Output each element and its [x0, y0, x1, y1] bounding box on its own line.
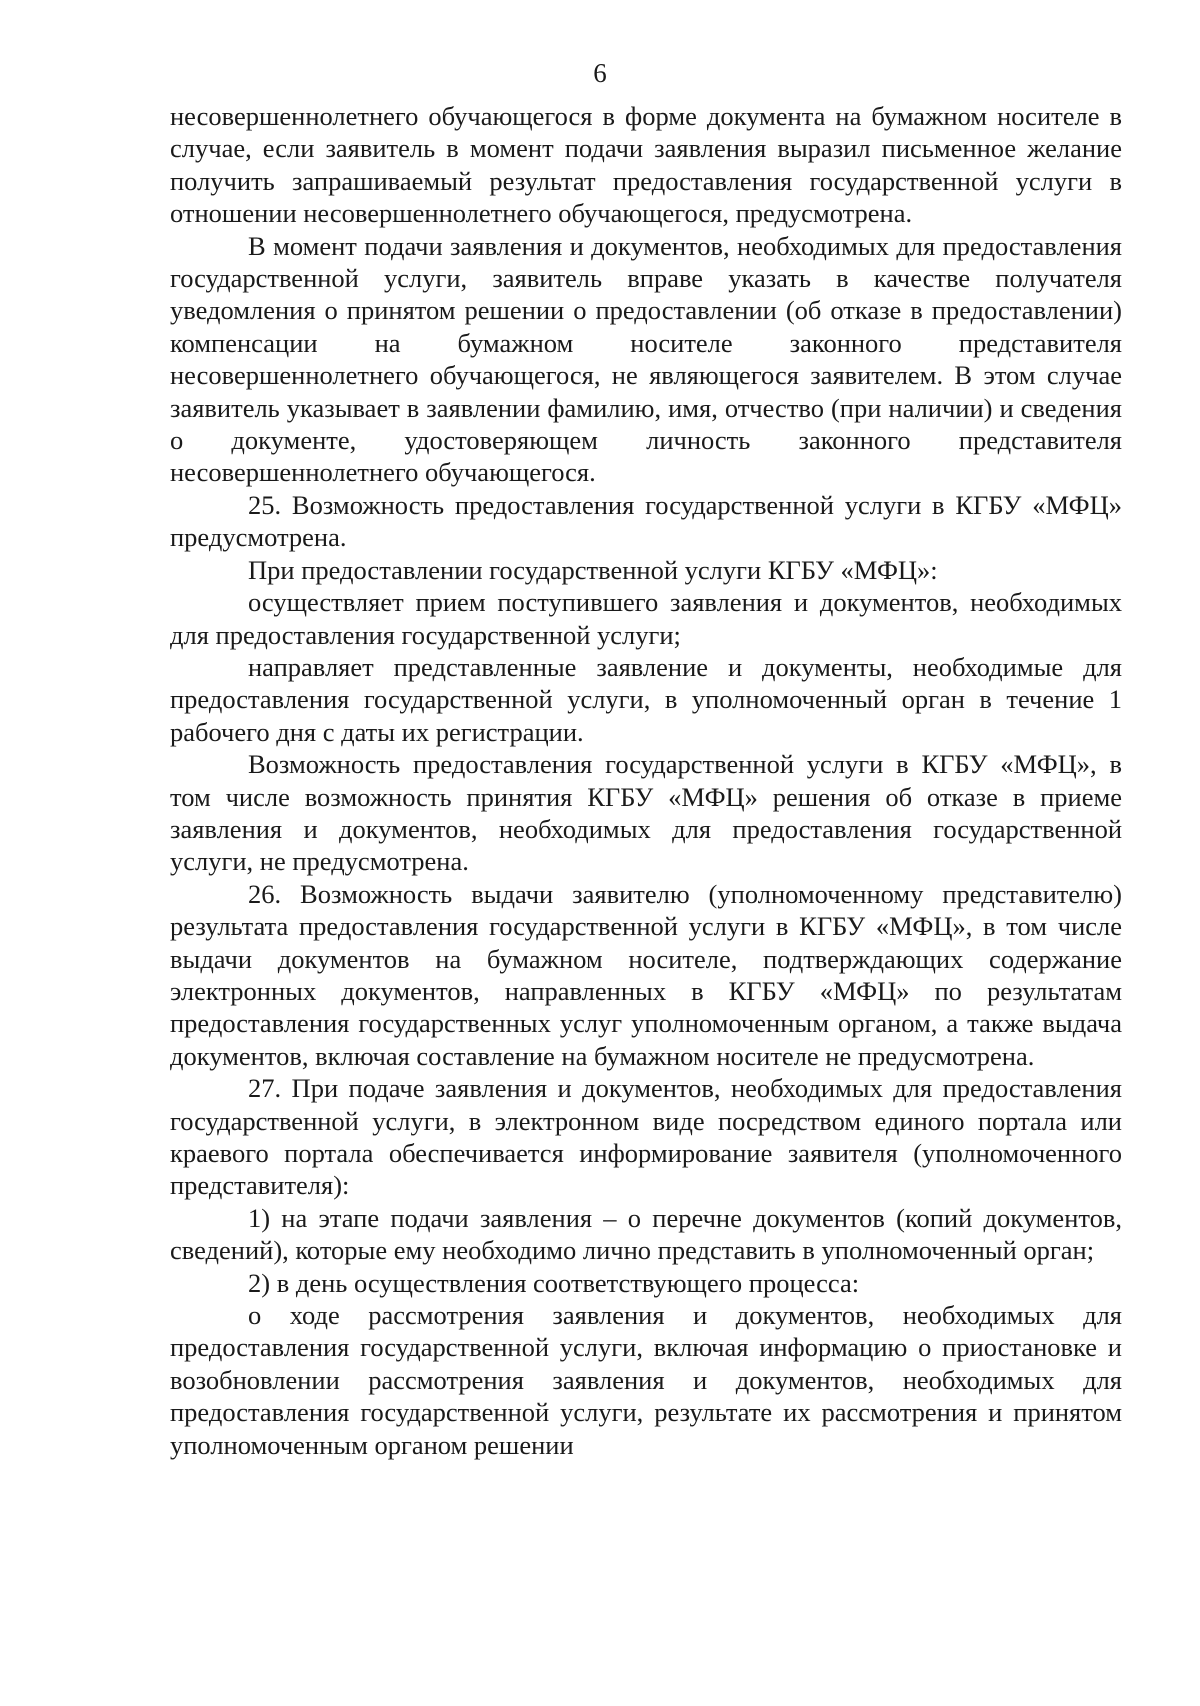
paragraph: о ходе рассмотрения заявления и документов, необходимых для предоставления государственной услуги, включая информацию о приостановке и возобновлении рассмотрения заявления и документов, необходимых для предоставления государственной услуги, результате их рассмотрения и принятом уполномоченным органом решении [170, 1300, 1122, 1460]
list-item: направляет представленные заявление и документы, необходимые для предоставления государственной услуги, в уполномоченный орган в течение 1 рабочего дня с даты их регистрации. [170, 651, 1122, 747]
list-item: 1) на этапе подачи заявления – о перечне документов (копий документов, сведений), которые ему необходимо лично представить в уполномоченный орган; [170, 1202, 1122, 1266]
document-body [170, 100, 1122, 1461]
paragraph-item-25: 25. Возможность предоставления государственной услуги в КГБУ «МФЦ» предусмотрена. [170, 489, 1122, 553]
paragraph: В момент подачи заявления и документов, необходимых для предоставления государственной услуги, заявитель вправе указать в качестве получателя уведомления о принятом решении о предоставлении (об отказе в предоставлении) компенсации на бумажном носителе законного представителя несовершеннолетнего обучающегося, не являющегося заявителем. В этом случае заявитель указывает в заявлении фамилию, имя, отчество (при наличии) и сведения о документе, удостоверяющем личность законного представителя несовершеннолетнего обучающегося. [170, 230, 1122, 488]
list-item: 2) в день осуществления соответствующего процесса: [248, 1267, 860, 1298]
list-item: осуществляет прием поступившего заявления и документов, необходимых для предоставления государственной услуги; [170, 587, 1122, 650]
paragraph: несовершеннолетнего обучающегося в форме документа на бумажном носителе в случае, если заявитель в момент подачи заявления выразил письменное желание получить запрашиваемый результат предоставления государственной услуги в отношении несовершеннолетнего обучающегося, предусмотрена. [170, 101, 1122, 229]
page-number: 6 [593, 58, 607, 88]
paragraph-item-27: 27. При подаче заявления и документов, необходимых для предоставления государственной услуги, в электронном виде посредством единого портала или краевого портала обеспечивается информирование заявителя (уполномоченного представителя): [170, 1073, 1122, 1201]
paragraph: Возможность предоставления государственной услуги в КГБУ «МФЦ», в том числе возможность принятия КГБУ «МФЦ» решения об отказе в приеме заявления и документов, необходимых для предоставления государственной услуги, не предусмотрена. [170, 749, 1122, 877]
paragraph-item-26: 26. Возможность выдачи заявителю (уполномоченному представителю) результата предоставления государственной услуги в КГБУ «МФЦ», в том числе выдачи документов на бумажном носителе, подтверждающих содержание электронных документов, направленных в КГБУ «МФЦ» по результатам предоставления государственных услуг уполномоченным органом, а также выдача документов, включая составление на бумажном носителе не предусмотрена. [170, 878, 1122, 1071]
paragraph: При предоставлении государственной услуги КГБУ «МФЦ»: [248, 554, 938, 585]
